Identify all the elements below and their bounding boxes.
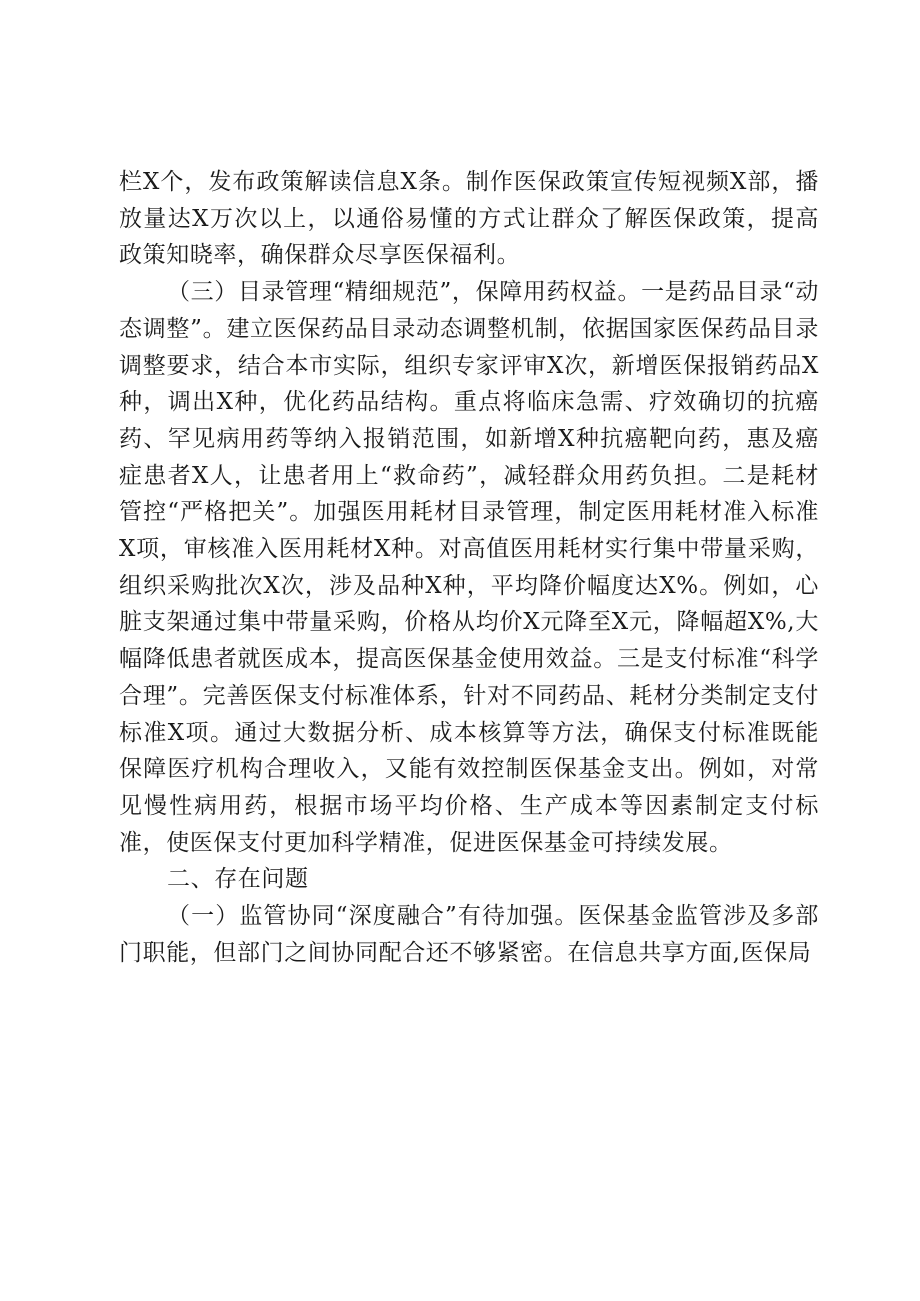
- section-heading-existing-problems: 二、存在问题: [167, 866, 309, 893]
- paragraph-supervision-coordination: （一）监管协同“深度融合”有待加强。医保基金监管涉及多部门职能，但部门之间协同配合还不够紧密。在信息共享方面,医保局: [119, 903, 819, 966]
- document-body: [119, 164, 819, 971]
- paragraph-catalog-management: （三）目录管理“精细规范”，保障用药权益。一是药品目录“动态调整”。建立医保药品目录动态调整机制，依据国家医保药品目录调整要求，结合本市实际，组织专家评审X次，新增医保报销药品X种，调出X种，优化药品结构。重点将临床急需、疗效确切的抗癌药、罕见病用药等纳入报销范围，如新增X种抗癌靶向药，惠及癌症患者X人，让患者用上“救命药”，减轻群众用药负担。二是耗材管控“严格把关”。加强医用耗材目录管理，制定医用耗材准入标准X项，审核准入医用耗材X种。对高值医用耗材实行集中带量采购，组织采购批次X次，涉及品种X种，平均降价幅度达X%。例如，心脏支架通过集中带量采购，价格从均价X元降至X元，降幅超X%,大幅降低患者就医成本，提高医保基金使用效益。三是支付标准“科学合理”。完善医保支付标准体系，针对不同药品、耗材分类制定支付标准X项。通过大数据分析、成本核算等方法，确保支付标准既能保障医疗机构合理收入，又能有效控制医保基金支出。例如，对常见慢性病用药，根据市场平均价格、生产成本等因素制定支付标准，使医保支付更加科学精准，促进医保基金可持续发展。: [119, 279, 819, 856]
- paragraph-continuation: 栏X个，发布政策解读信息X条。制作医保政策宣传短视频X部，播放量达X万次以上，以通俗易懂的方式让群众了解医保政策，提高政策知晓率，确保群众尽享医保福利。: [119, 169, 819, 269]
